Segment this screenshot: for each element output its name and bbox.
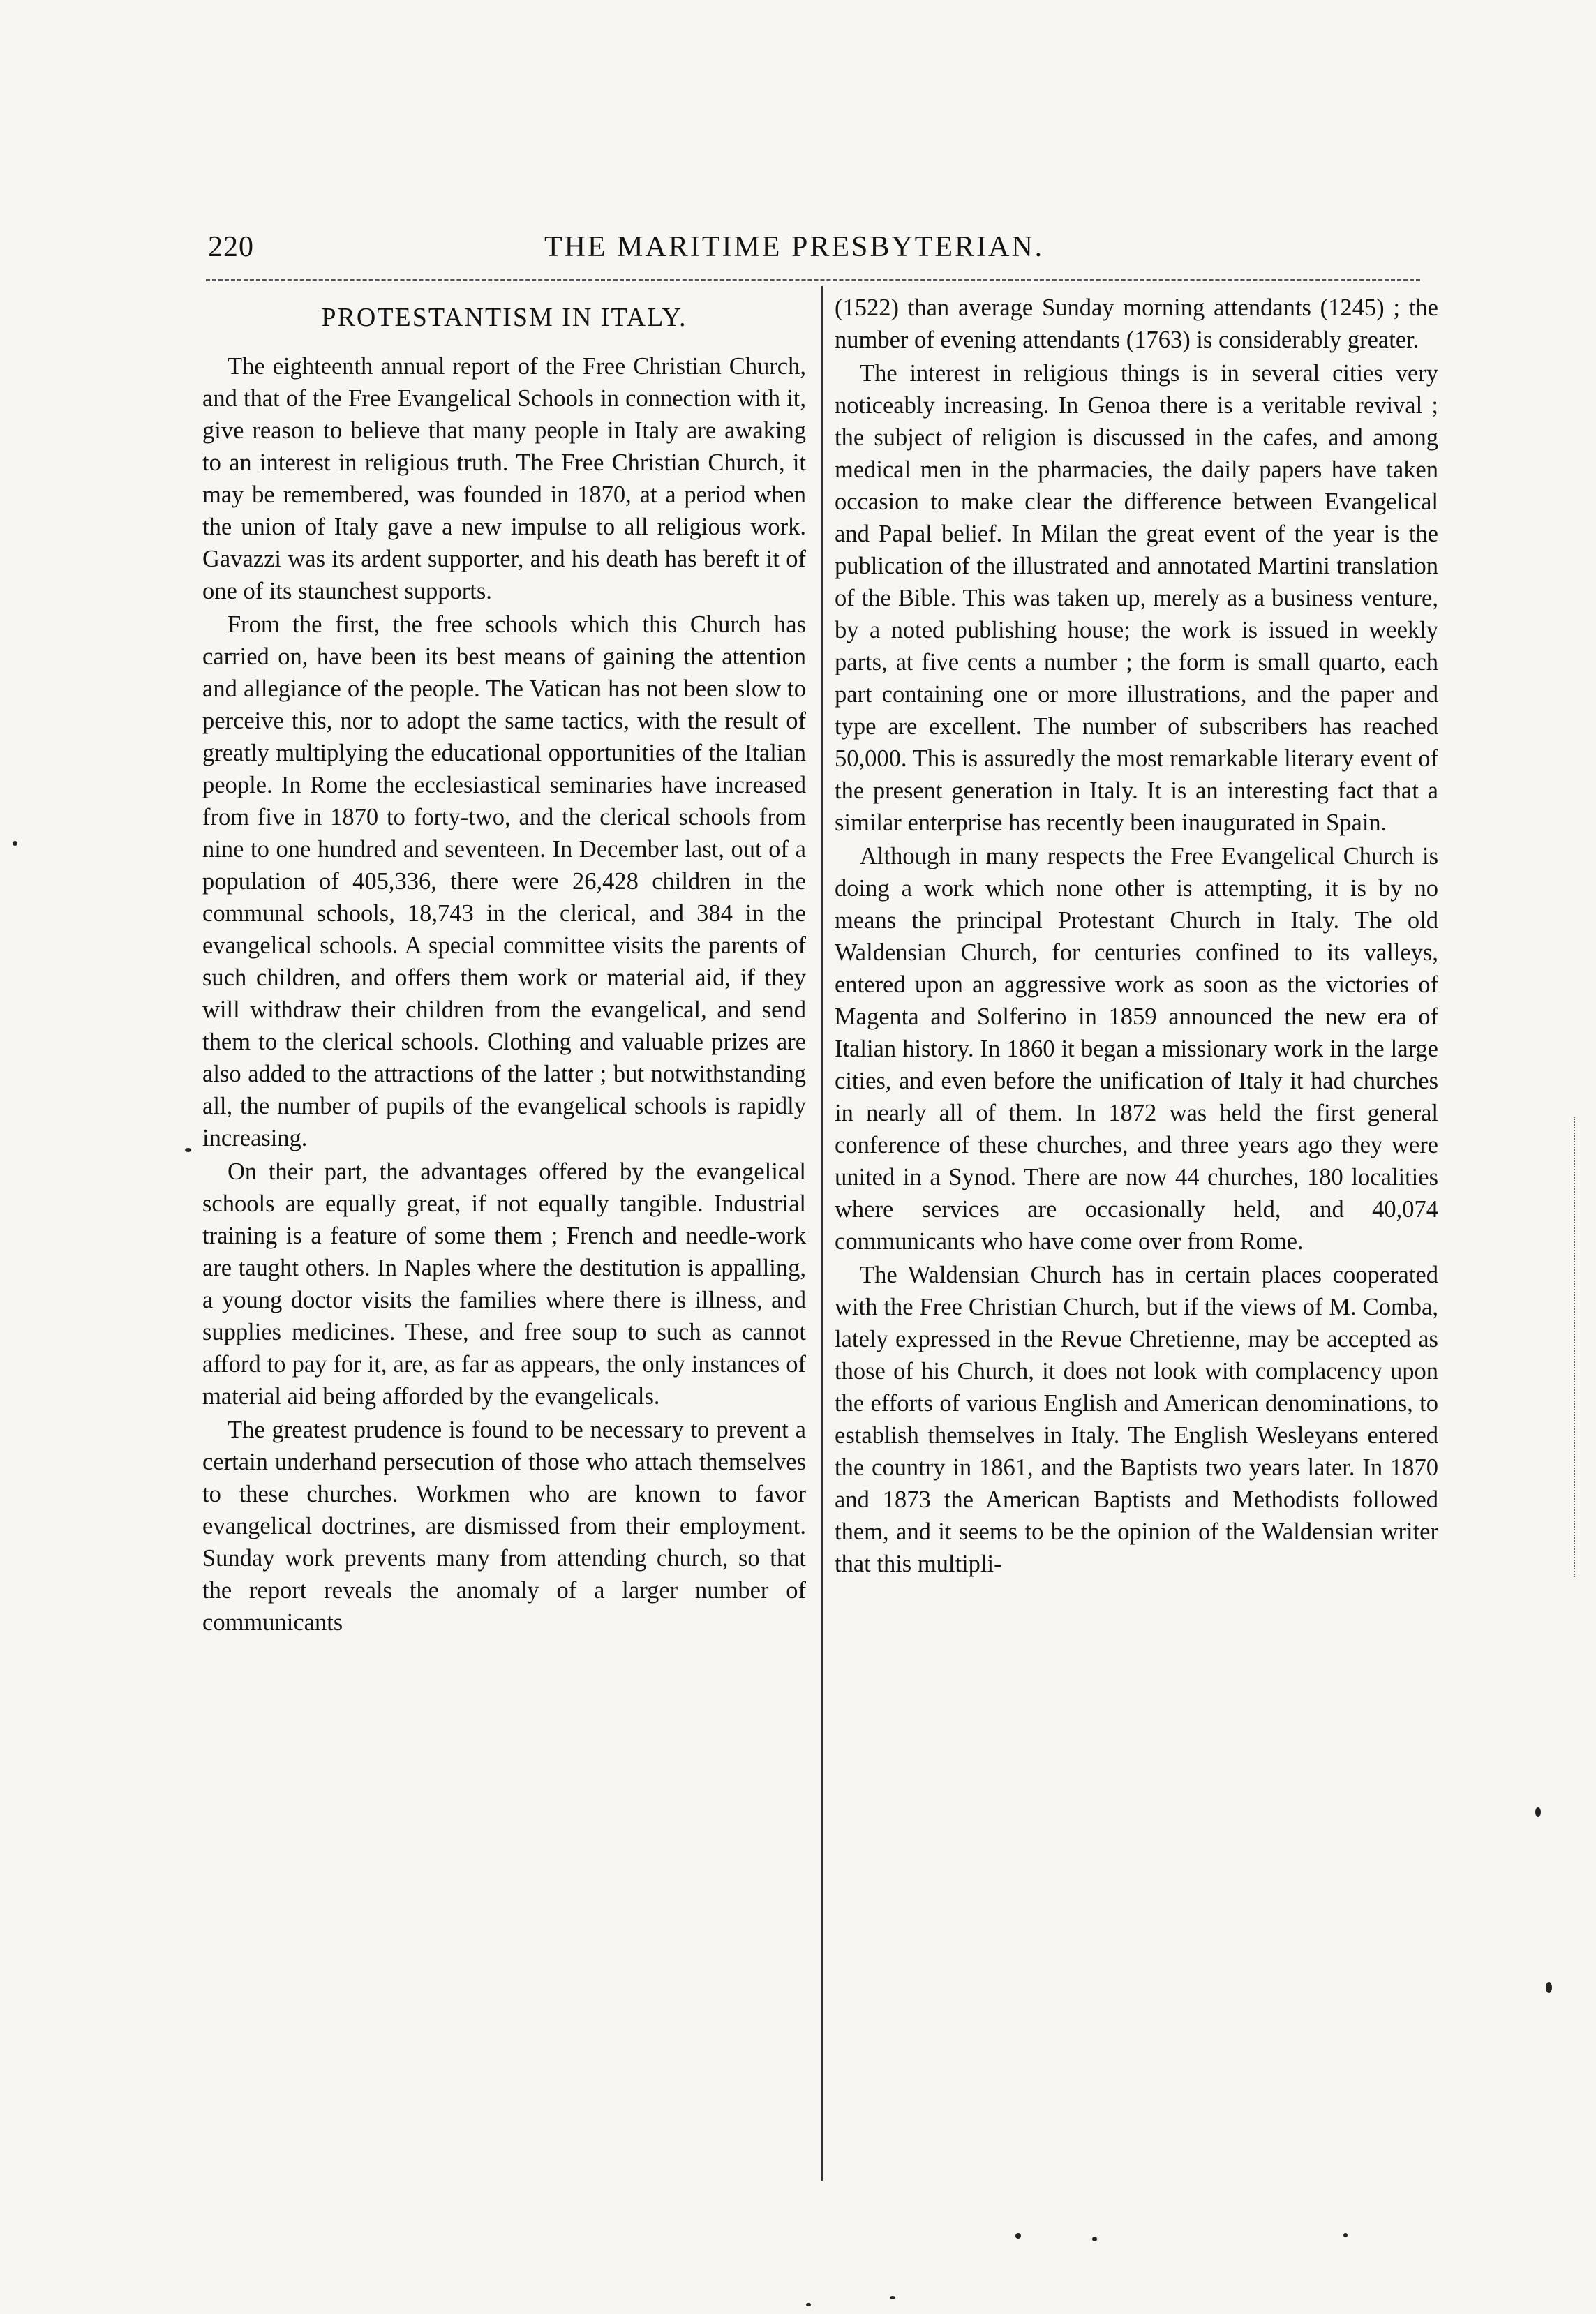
paragraph: (1522) than average Sunday morning attendants (1245) ; the number of evening attendants (1763) is considerably greater.	[835, 294, 1438, 353]
page-header	[195, 230, 1493, 272]
paragraph: The eighteenth annual report of the Free Christian Church, and that of the Free Evangelical Schools in connection with it, give reason to believe that many people in Italy are awaking to an interest in religious truth. The Free Christian Church, it may be remembered, was founded in 1870, at a period when the union of Italy gave a new impulse to all religious work. Gavazzi was its ardent supporter, and his death has bereft it of one of its staunchest supports.	[202, 353, 806, 604]
paragraph: The Waldensian Church has in certain places cooperated with the Free Christian Church, but if the views of M. Comba, lately expressed in the Revue Chretienne, may be accepted as those of his Church, it does not look with complacency upon the efforts of various English and American denominations, to establish themselves in Italy. The English Wesleyans entered the country in 1861, and the Baptists two years later. In 1870 and 1873 the American Baptists and Methodists followed them, and it seems to be the opinion of the Waldensian writer that this multipli-	[835, 1262, 1438, 1577]
paragraph: From the first, the free schools which this Church has carried on, have been its best means of gaining the attention and allegiance of the people. The Vatican has not been slow to perceive this, nor to adopt the same tactics, with the result of greatly multiplying the educational opportunities of the Italian people. In Rome the ecclesiastical seminaries have increased from five in 1870 to forty-two, and the clerical schools from nine to one hundred and seventeen. In December last, out of a population of 405,336, there were 26,428 children in the communal schools, 18,743 in the clerical, and 384 in the evangelical schools. A special committee visits the parents of such children, and offers them work or material aid, if they will withdraw their children from the evangelical, and send them to the clerical schools. Clothing and valuable prizes are also added to the attractions of the latter ; but notwithstanding all, the number of pupils of the evangelical schools is rapidly increasing.	[202, 611, 806, 1151]
paragraph: The greatest prudence is found to be necessary to prevent a certain underhand persecution of those who attach themselves to these churches. Workmen who are known to favor evangelical doctrines, are dismissed from their employment. Sunday work prevents many from attending church, so that the report reveals the anomaly of a larger number of communicants	[202, 1417, 806, 1636]
page-number: 220	[208, 231, 254, 263]
article-title: PROTESTANTISM IN ITALY.	[321, 303, 687, 332]
paragraph: Although in many respects the Free Evangelical Church is doing a work which none other is attempting, it is by no means the principal Protestant Church in Italy. The old Waldensian Church, for centuries confined to its valleys, entered upon an aggressive work as soon as the victories of Magenta and Solferino in 1859 announced the new era of Italian history. In 1860 it began a missionary work in the large cities, and even before the unification of Italy it had churches in nearly all of them. In 1872 was held the first general conference of these churches, and three years ago they were united in a Synod. There are now 44 churches, 180 localities where services are occasionally held, and 40,074 communicants who have come over from Rome.	[835, 843, 1438, 1255]
paragraph: On their part, the advantages offered by the evangelical schools are equally great, if not equally tangible. Industrial training is a feature of some them ; French and needle-work are taught others. In Naples where the destitution is appalling, a young doctor visits the families where there is illness, and supplies medicines. These, and free soup to such as cannot afford to pay for it, are, as far as appears, the only instances of material aid being afforded by the evangelicals.	[202, 1158, 806, 1410]
right-column	[835, 292, 1438, 2190]
paragraph: The interest in religious things is in several cities very noticeably increasing. In Genoa there is a veritable revival ; the subject of religion is discussed in the cafes, and among medical men in the pharmacies, the daily papers have taken occasion to make clear the difference between Evangelical and Papal belief. In Milan the great event of the year is the publication of the illustrated and annotated Martini translation of the Bible. This was taken up, merely as a business venture, by a noted publishing house; the work is issued in weekly parts, at five cents a number ; the form is small quarto, each part containing one or more illustrations, and the paper and type are excellent. The number of subscribers has reached 50,000. This is assuredly the most remarkable literary event of the present generation in Italy. It is an interesting fact that a similar enterprise has recently been inaugurated in Spain.	[835, 360, 1438, 836]
journal-title: THE MARITIME PRESBYTERIAN.	[544, 231, 1045, 263]
header-rule	[206, 279, 1420, 281]
left-column	[202, 292, 806, 2190]
margin-scan-marks	[1574, 1117, 1581, 1577]
column-divider	[821, 286, 823, 2181]
